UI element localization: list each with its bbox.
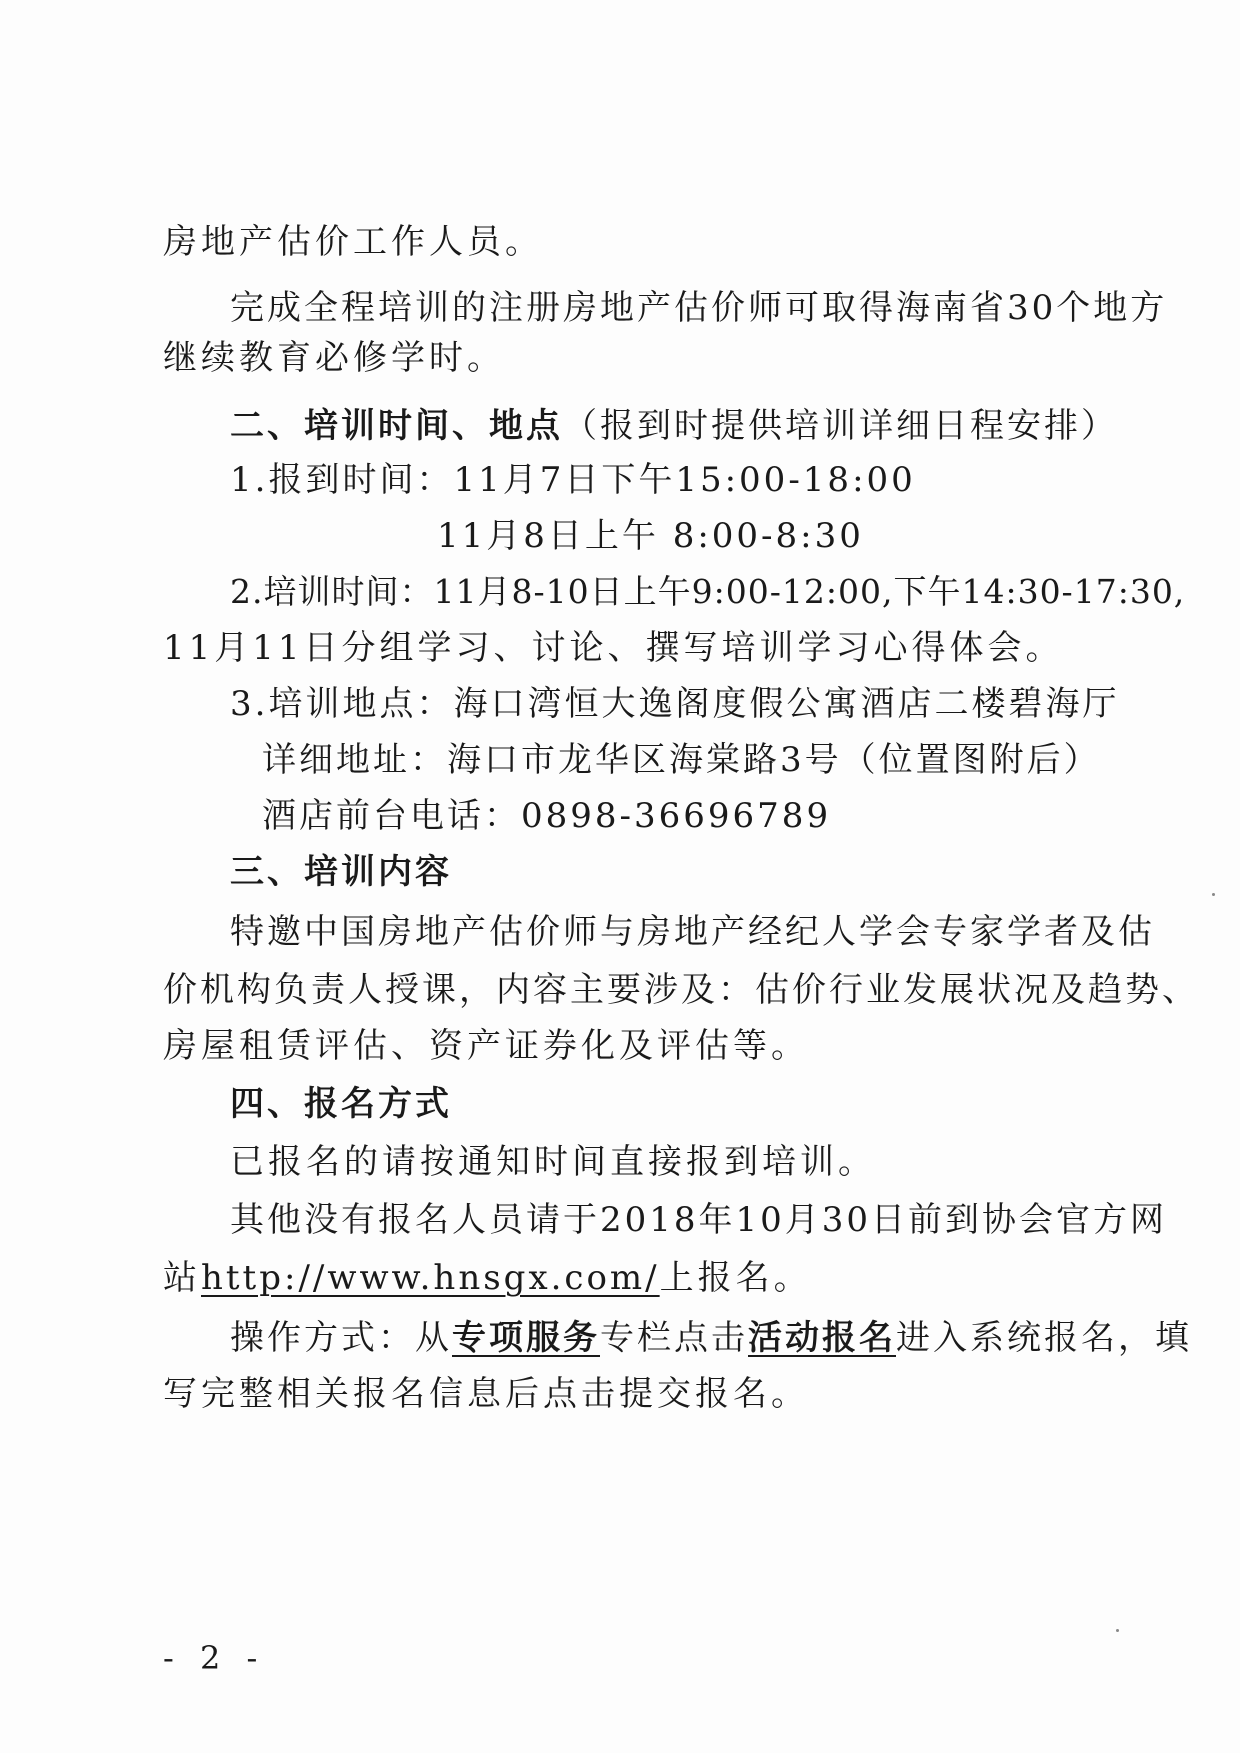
text-line: 房地产估价工作人员。 (163, 222, 543, 262)
event-registration-label: 活动报名 (748, 1318, 896, 1358)
text-line: 酒店前台电话：0898-36696789 (262, 796, 832, 836)
text-fragment: 上报名。 (659, 1258, 812, 1298)
section-heading-3: 三、培训内容 (230, 852, 452, 892)
website-link[interactable]: http://www.hnsgx.com/ (201, 1258, 660, 1298)
text-line: 其他没有报名人员请于2018年10月30日前到协会官方网 (230, 1200, 1168, 1240)
text-fragment: 进入系统报名，填 (896, 1318, 1192, 1358)
text-line: 11月8日上午 8:00-8:30 (437, 516, 864, 556)
section-heading-4: 四、报名方式 (230, 1084, 452, 1124)
scan-speck (1116, 1629, 1119, 1632)
text-fragment: 操作方式：从 (230, 1318, 452, 1358)
text-fragment: 站 (163, 1258, 201, 1298)
page-number: - 2 - (163, 1639, 266, 1677)
text-line: 房屋租赁评估、资产证券化及评估等。 (163, 1026, 809, 1066)
text-line-instructions (230, 1318, 1192, 1358)
section-heading-note: （报到时提供培训详细日程安排） (563, 406, 1118, 446)
text-line: 11月11日分组学习、讨论、撰写培训学习心得体会。 (163, 628, 1064, 668)
text-line: 3.培训地点：海口湾恒大逸阁度假公寓酒店二楼碧海厅 (230, 684, 1120, 724)
text-line: 价机构负责人授课，内容主要涉及：估价行业发展状况及趋势、 (163, 970, 1199, 1010)
text-line: 写完整相关报名信息后点击提交报名。 (163, 1374, 809, 1414)
text-line: 继续教育必修学时。 (163, 338, 505, 378)
section-heading-2 (230, 406, 1118, 446)
text-line-url (163, 1258, 812, 1298)
text-line: 2.培训时间：11月8-10日上午9:00-12:00,下午14:30-17:30, (230, 572, 1186, 611)
special-service-label: 专项服务 (452, 1318, 600, 1358)
text-line: 详细地址：海口市龙华区海棠路3号（位置图附后） (262, 740, 1101, 780)
text-fragment: 专栏点击 (600, 1318, 748, 1358)
section-heading-text: 二、培训时间、地点 (230, 406, 563, 446)
text-line: 完成全程培训的注册房地产估价师可取得海南省30个地方 (230, 288, 1168, 328)
scan-speck (1212, 893, 1215, 896)
text-line: 1.报到时间：11月7日下午15:00-18:00 (230, 460, 916, 500)
text-line: 特邀中国房地产估价师与房地产经纪人学会专家学者及估 (230, 912, 1155, 952)
text-line: 已报名的请按通知时间直接报到培训。 (230, 1142, 876, 1182)
